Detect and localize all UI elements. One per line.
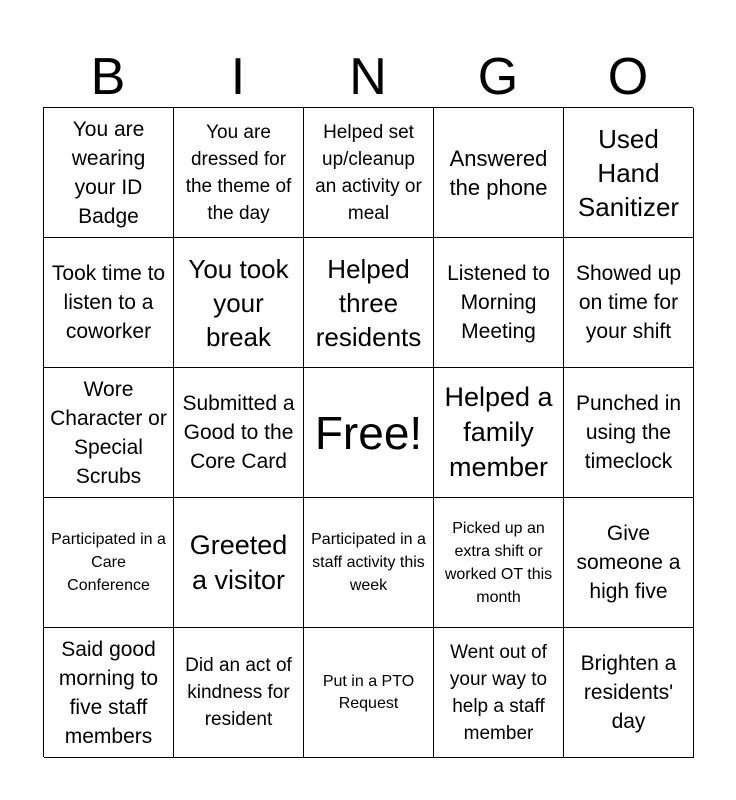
bingo-cell[interactable]: [44, 368, 174, 498]
bingo-cell[interactable]: [174, 108, 304, 238]
cell-text: You took your break: [188, 253, 289, 352]
cell-text: Did an act of kindness for resident: [185, 655, 292, 730]
cell-text: Greeted a visitor: [189, 529, 288, 595]
header-letter-i: I: [230, 48, 246, 106]
bingo-cell[interactable]: [564, 498, 694, 628]
bingo-cell[interactable]: [44, 498, 174, 628]
cell-text: You are dressed for the theme of the day: [185, 121, 292, 224]
bingo-cell[interactable]: [304, 238, 434, 368]
free-space-cell[interactable]: [304, 368, 434, 498]
bingo-cell[interactable]: [434, 368, 564, 498]
bingo-cell[interactable]: [304, 498, 434, 628]
bingo-cell[interactable]: [434, 108, 564, 238]
cell-text: Helped set up/cleanup an activity or meal: [315, 121, 422, 224]
bingo-cell[interactable]: [44, 108, 174, 238]
cell-text: Participated in a Care Conference: [51, 531, 166, 594]
cell-text: Helped a family member: [444, 382, 553, 482]
cell-text: Took time to listen to a coworker: [51, 262, 166, 343]
bingo-grid: [43, 107, 693, 757]
cell-text: Answered the phone: [449, 145, 548, 200]
bingo-cell[interactable]: [304, 628, 434, 758]
cell-text: Picked up an extra shift or worked OT this month: [444, 519, 553, 606]
cell-text: Helped three residents: [315, 253, 422, 352]
cell-text: Listened to Morning Meeting: [447, 262, 550, 343]
bingo-cell[interactable]: [174, 628, 304, 758]
bingo-cell[interactable]: [304, 108, 434, 238]
cell-text: Said good morning to five staff members: [58, 637, 159, 748]
bingo-cell[interactable]: [174, 238, 304, 368]
header-letter-g: G: [477, 48, 519, 106]
cell-text: Wore Character or Special Scrubs: [50, 377, 167, 488]
bingo-cell[interactable]: [564, 108, 694, 238]
bingo-cell[interactable]: [174, 498, 304, 628]
cell-text: Participated in a staff activity this week: [311, 531, 426, 594]
cell-text: Went out of your way to help a staff member: [449, 641, 548, 744]
bingo-cell[interactable]: [564, 238, 694, 368]
bingo-cell[interactable]: [174, 368, 304, 498]
bingo-cell[interactable]: [44, 238, 174, 368]
bingo-cell[interactable]: [564, 628, 694, 758]
bingo-cell[interactable]: [44, 628, 174, 758]
cell-text: Brighten a residents' day: [580, 652, 677, 733]
cell-text: Used Hand Sanitizer: [577, 123, 680, 222]
cell-text: You are wearing your ID Badge: [71, 117, 146, 228]
free-space-text: Free!: [314, 406, 423, 459]
header-letter-b: B: [90, 48, 126, 106]
cell-text: Submitted a Good to the Core Card: [182, 392, 295, 473]
bingo-cell[interactable]: [434, 628, 564, 758]
bingo-cell[interactable]: [434, 238, 564, 368]
header-letter-n: N: [349, 48, 387, 106]
bingo-cell[interactable]: [564, 368, 694, 498]
cell-text: Punched in using the timeclock: [575, 392, 682, 473]
cell-text: Put in a PTO Request: [322, 672, 415, 712]
bingo-header: [43, 48, 693, 106]
cell-text: Showed up on time for your shift: [575, 262, 682, 343]
bingo-cell[interactable]: [434, 498, 564, 628]
cell-text: Give someone a high five: [576, 522, 681, 603]
header-letter-o: O: [607, 48, 649, 106]
